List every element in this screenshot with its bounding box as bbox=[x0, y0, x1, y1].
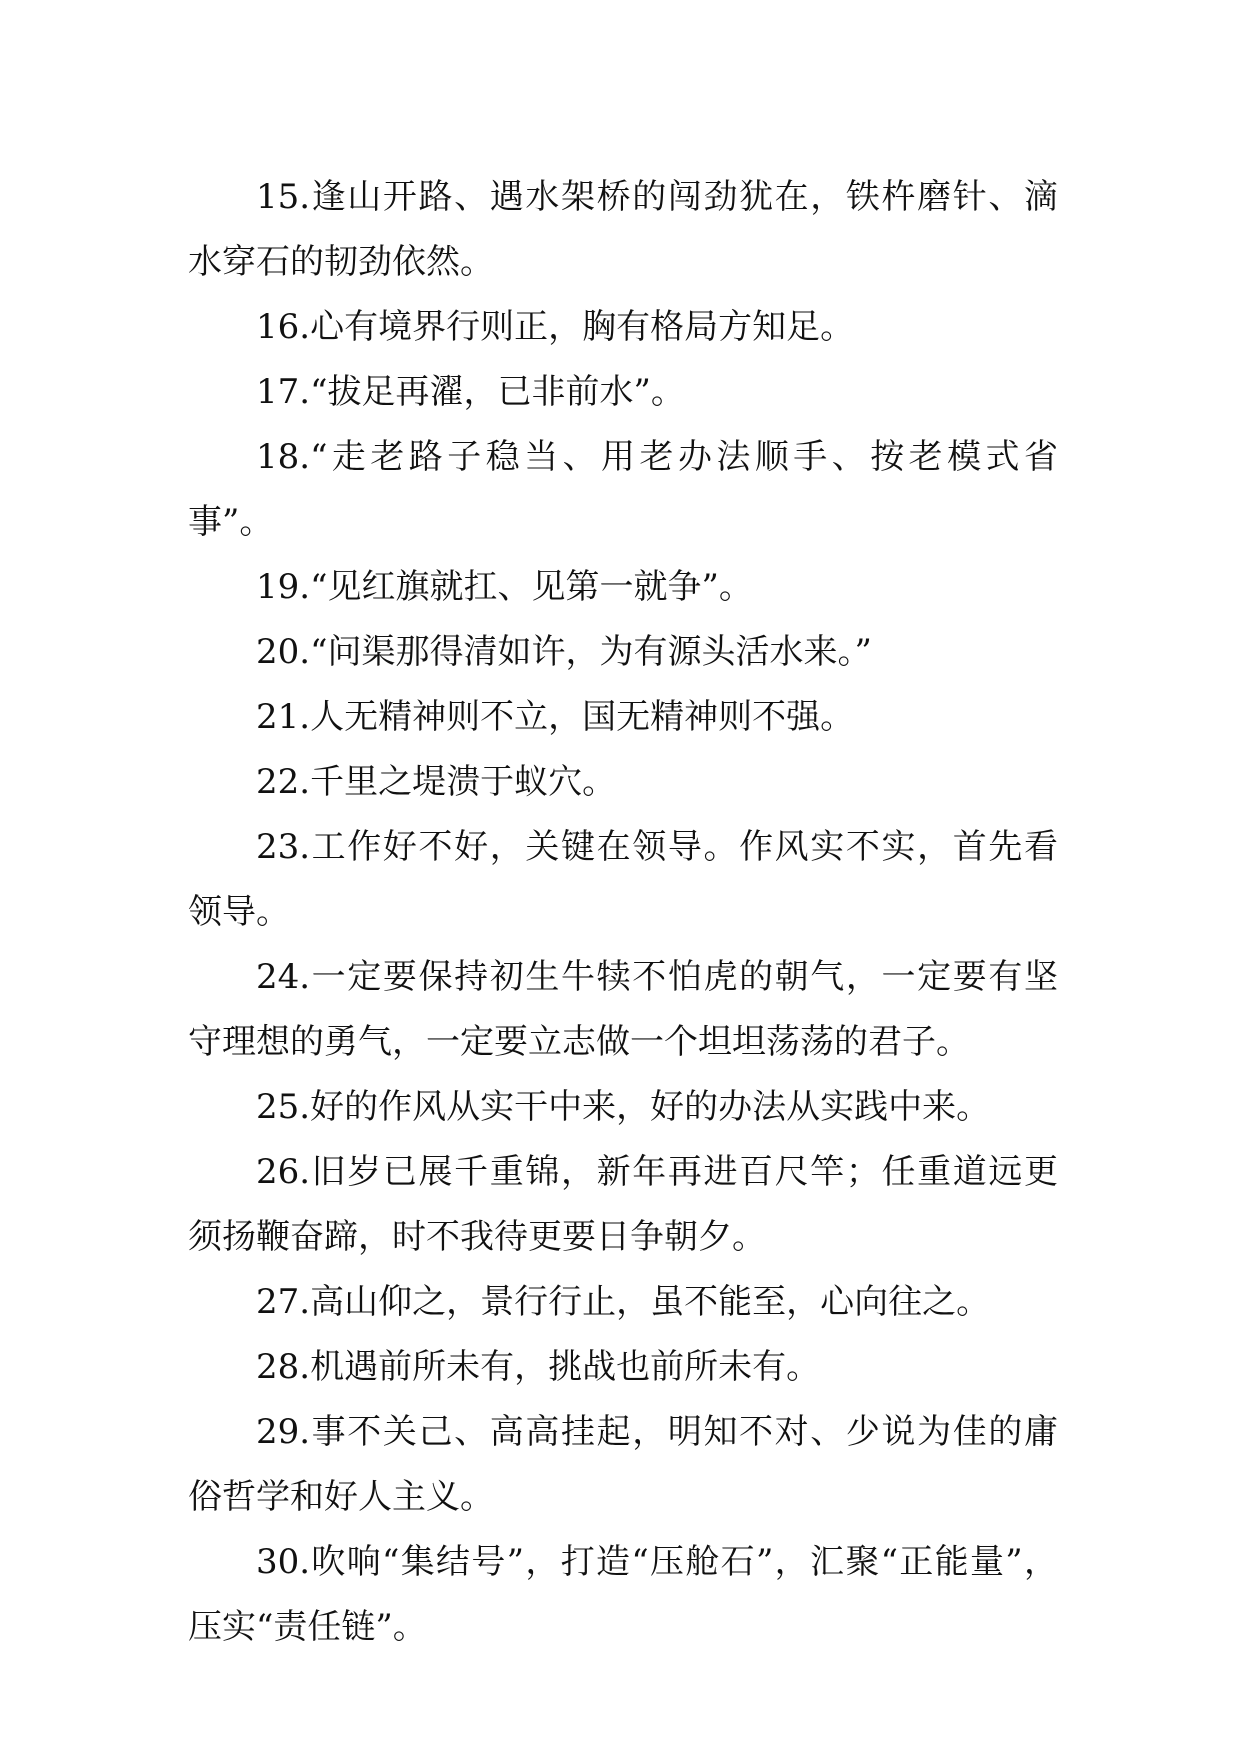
paragraph-16: 16.心有境界行则正，胸有格局方知足。 bbox=[256, 307, 855, 347]
paragraph-18: 18.“走老路子稳当、用老办法顺手、按老模式省事”。 bbox=[188, 437, 1058, 542]
paragraph-17: 17.“拔足再濯，已非前水”。 bbox=[256, 372, 685, 412]
paragraph-27: 27.高山仰之，景行行止，虽不能至，心向往之。 bbox=[256, 1282, 991, 1322]
paragraph-20: 20.“问渠那得清如许，为有源头活水来。” bbox=[256, 632, 872, 672]
paragraph-30: 30.吹响“集结号”，打造“压舱石”，汇聚“正能量”，压实“责任链”。 bbox=[188, 1542, 1058, 1647]
paragraph-24: 24.一定要保持初生牛犊不怕虎的朝气，一定要有坚守理想的勇气，一定要立志做一个坦坦荡荡的君子。 bbox=[188, 957, 1058, 1062]
paragraph-28: 28.机遇前所未有，挑战也前所未有。 bbox=[256, 1347, 821, 1387]
paragraph-15: 15.逢山开路、遇水架桥的闯劲犹在，铁杵磨针、滴水穿石的韧劲依然。 bbox=[188, 177, 1058, 282]
paragraph-19: 19.“见红旗就扛、见第一就争”。 bbox=[256, 567, 753, 607]
paragraph-22: 22.千里之堤溃于蚁穴。 bbox=[256, 762, 617, 802]
paragraph-25: 25.好的作风从实干中来，好的办法从实践中来。 bbox=[256, 1087, 991, 1127]
paragraph-23: 23.工作好不好，关键在领导。作风实不实，首先看领导。 bbox=[188, 827, 1058, 932]
paragraph-26: 26.旧岁已展千重锦，新年再进百尺竿；任重道远更须扬鞭奋蹄，时不我待更要日争朝夕。 bbox=[188, 1152, 1058, 1257]
paragraph-21: 21.人无精神则不立，国无精神则不强。 bbox=[256, 697, 855, 737]
document-body bbox=[188, 165, 1058, 1660]
paragraph-29: 29.事不关己、高高挂起，明知不对、少说为佳的庸俗哲学和好人主义。 bbox=[188, 1412, 1058, 1517]
